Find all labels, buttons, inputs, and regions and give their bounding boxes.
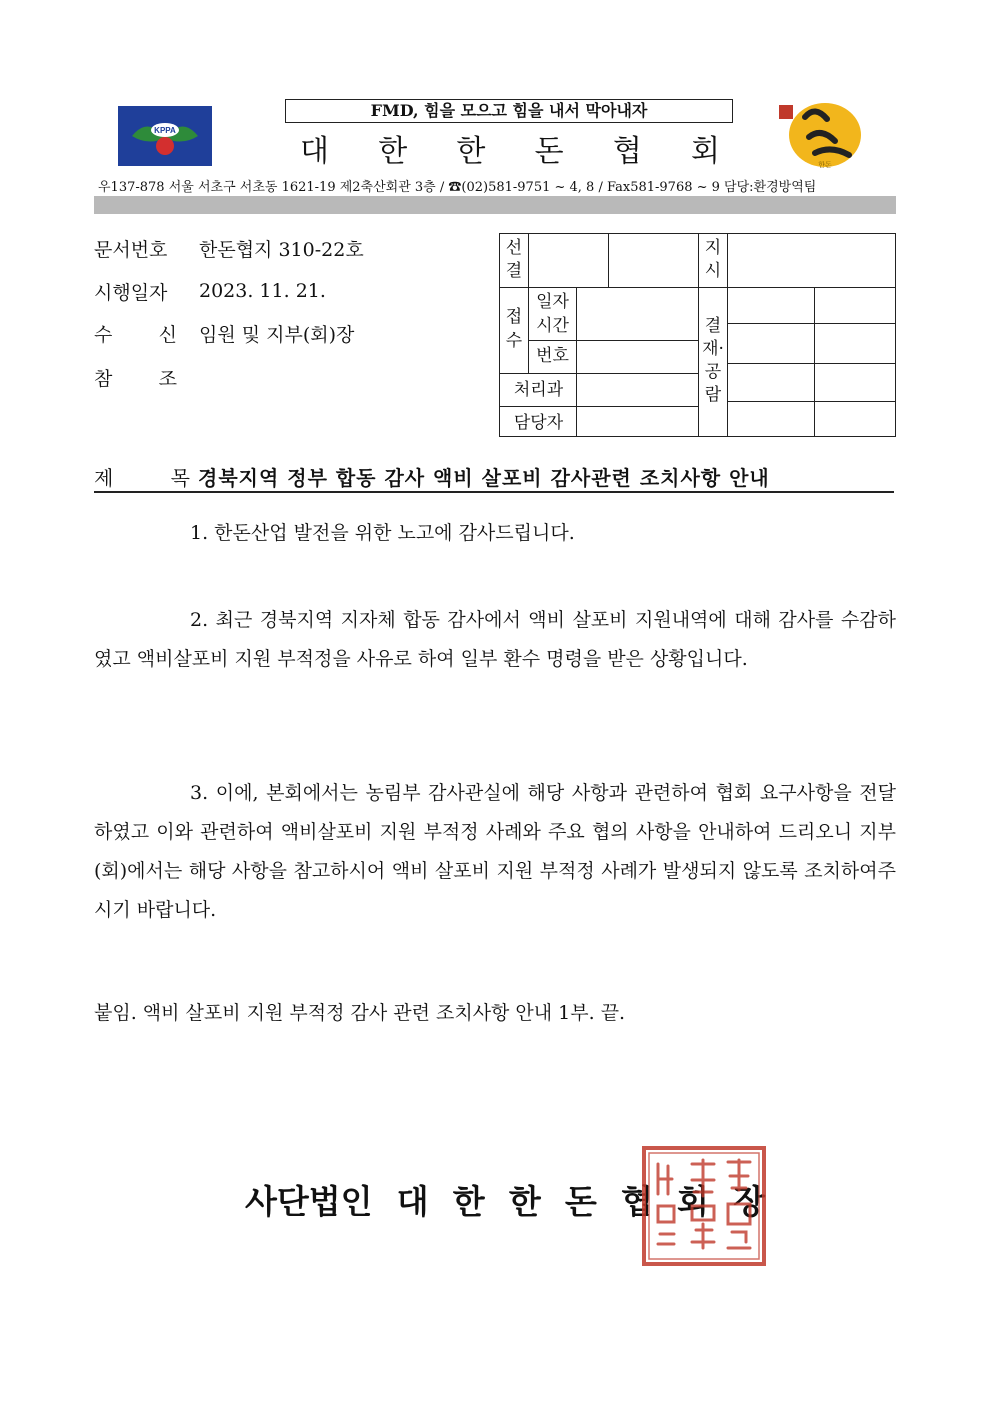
subject-row	[94, 461, 894, 491]
paragraph-1: 1. 한돈산업 발전을 위한 노고에 감사드립니다.	[190, 522, 575, 544]
recipient-label	[94, 320, 177, 347]
recipient-label-char: 신	[158, 323, 177, 346]
official-seal-stamp	[640, 1144, 768, 1268]
subject-underline	[94, 491, 894, 493]
org-char: 대	[300, 134, 329, 169]
doc-number-value: 한돈협지 310-22호	[199, 238, 364, 261]
signature-char: 한	[508, 1181, 541, 1221]
approval-beonho: 번호	[536, 346, 569, 366]
handon-logo	[775, 97, 867, 169]
doc-number-label: 문서번호	[94, 238, 168, 261]
address-line: 우137-878 서울 서초구 서초동 1621-19 제2축산회관 3층 / ☎(02)581-9751 ~ 4, 8 / Fax581-9768 ~ 9 담당:환경방역팀	[98, 180, 817, 195]
signature-char: 장	[733, 1181, 765, 1221]
signature-char: 회	[677, 1181, 709, 1221]
approval-box	[499, 233, 896, 437]
handon-logo-text: 한돈	[818, 162, 832, 169]
org-char: 회	[691, 134, 720, 169]
approval-jisi: 지 시	[704, 238, 722, 281]
signature-char: 협	[620, 1181, 653, 1221]
date-row	[94, 274, 494, 308]
org-char: 협	[612, 134, 642, 169]
reference-label-char: 참	[94, 367, 113, 390]
doc-number-row	[94, 231, 494, 265]
signature-char: 돈	[564, 1181, 597, 1221]
recipient-value: 임원 및 지부(회)장	[199, 323, 355, 346]
kppa-logo	[118, 106, 212, 166]
subject-label-char: 목	[170, 465, 190, 490]
recipient-row	[94, 316, 494, 350]
approval-cheorigwa: 처리과	[513, 380, 564, 400]
date-value: 2023. 11. 21.	[199, 280, 326, 302]
slogan-box: FMD, 힘을 모으고 힘을 내서 막아내자	[285, 99, 733, 123]
approval-jeopsu: 접 수	[505, 307, 523, 351]
kppa-logo-text: KPPA	[154, 126, 176, 135]
org-char: 한	[456, 134, 486, 169]
subject-text: 경북지역 정부 합동 감사 액비 살포비 감사관련 조치사항 안내	[198, 465, 770, 490]
org-char: 돈	[534, 134, 564, 169]
organization-name	[300, 128, 720, 168]
approval-ilja-sigan: 일자 시간	[536, 292, 569, 336]
approval-damdangja: 담당자	[513, 413, 564, 433]
date-label: 시행일자	[94, 281, 168, 304]
paragraph-3: 3. 이에, 본회에서는 농림부 감사관실에 해당 사항과 관련하여 협회 요구사항을 전달하였고 이와 관련하여 액비살포비 지원 부적정 사례와 주요 협의 사항을 안내하여 드리오니 지부(회)에서는 해당 사항을 참고하시어 액비 살포비 지원 부적정 사례가 발생되지 않도록 조치하여주시기 바랍니다.	[94, 782, 896, 921]
approval-gyeoljae: 결 재· 공 람	[702, 316, 724, 405]
recipient-label-char: 수	[94, 323, 113, 346]
attachment-line: 붙임. 액비 살포비 지원 부적정 감사 관련 조치사항 안내 1부. 끝.	[94, 1002, 626, 1024]
subject-label	[94, 462, 190, 491]
reference-label-char: 조	[158, 367, 177, 390]
paragraph-2: 2. 최근 경북지역 지자체 합동 감사에서 액비 살포비 지원내역에 대해 감사를 수감하였고 액비살포비 지원 부적정을 사유로 하여 일부 환수 명령을 받은 상황입니다.	[94, 609, 896, 670]
signature-char: 한	[452, 1181, 485, 1221]
org-char: 한	[378, 134, 408, 169]
subject-label-char: 제	[94, 465, 114, 490]
signature-char: 대	[396, 1181, 429, 1221]
signature-char: 사단법인	[245, 1181, 373, 1221]
reference-label	[94, 364, 177, 391]
reference-row	[94, 360, 494, 394]
header-divider	[94, 196, 896, 214]
approval-sungyeol: 선 결	[505, 238, 523, 281]
